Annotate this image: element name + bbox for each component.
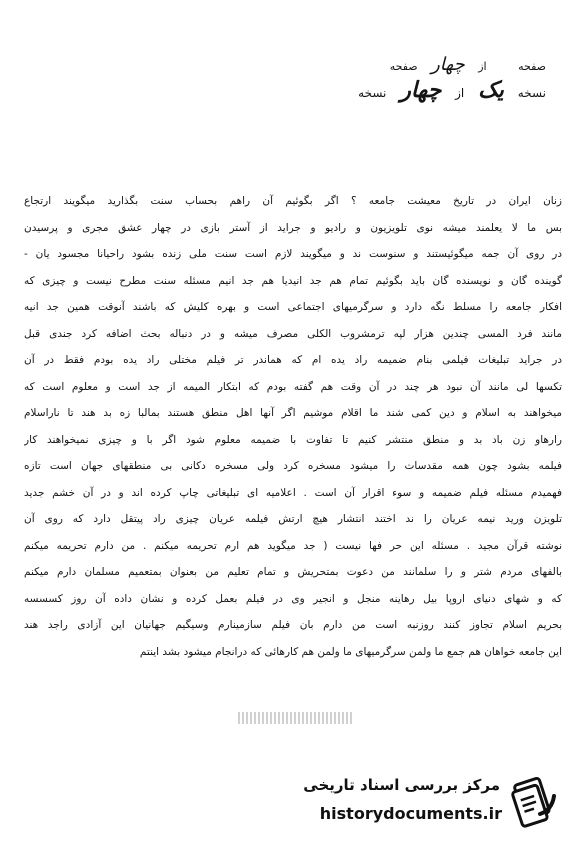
body-line: بس ما لا یعلمند میشه نوی تلویزیون و رادیو و جراید از آستر بازی در چهار عشق مجری و پرسیدن: [24, 221, 562, 234]
copy-total: چهار: [400, 78, 442, 103]
page-count-line: [390, 54, 546, 75]
body-line: بالفهای مردم شتر و را سلمانند من دعوت بمتحریش و تمام تعلیم من بعنوان بمتعمیم مسلمان دارم میکنم: [24, 566, 562, 578]
document-body: [24, 188, 562, 665]
body-line: مانند فرد المسی چندین هزار لپه ترمشروب الکلی مصرف میشه و در دنباله بحث اضافه کرد جندی قبل: [24, 327, 562, 340]
body-line: این جامعه خواهان هم جمع ما ولمن سرگرمیهای ما ولمن هم کارهائی که درانجام میشود بشد اینتم: [139, 645, 562, 658]
page-label: صفحه: [518, 60, 546, 73]
body-line: رارهاو زن باد بد و منطق منتشر کنیم تا تفاوت با ضمیمه معلوم شود اگر با و چیزی نمیخواهند کار: [24, 433, 562, 446]
body-line: فهمیدم مسئله فیلم ضمیمه و سوء اقرار آن است . اعلامیه ای تبلیغاتی چاپ کرده اند و در آن خشم جدید: [24, 486, 562, 499]
watermark-title: مرکز بررسی اسناد تاریخی: [299, 776, 504, 794]
copy-unit: نسخه: [358, 86, 387, 100]
body-line: نوشته قرآن مجید . مسئله این حر فها نیست ( جد میگوید هم ارم تحریمه میکنم . من دارم تحریمه میکنم: [24, 539, 562, 552]
copy-label: نسخه: [517, 86, 546, 100]
body-line: میخواهند به اسلام و دین کمی شند ما اقلام موشیم اگر آنها اهل منطق هستند بمالبا زه بد هند تا ناراسلام: [24, 407, 562, 419]
page-unit: صفحه: [389, 60, 418, 73]
body-line: در جراید تبلیغات فیلمی بنام ضمیمه راد یده ام که هماندر تر فیلم مختلی راد یده بودم فقط در آن: [24, 354, 562, 366]
watermark-url: historydocuments.ir: [316, 804, 506, 823]
copy-from: از: [455, 86, 465, 100]
body-line: فیلمه بشود چون همه مقدسات را میشود مسخره کرد ولی مسخره دکانی بی منطقهای جهان است تازه: [24, 460, 562, 472]
body-line: افکار جامعه را مسلط نگه دارد و سرگرمیهای اجتماعی است و بهره کلیش که باشند آنوقت همین جد انیه: [24, 301, 562, 313]
body-line: تلویزن ورید نیمه عریان را ند اختند انتشار هیچ ارتش فیلمه عریان چیزی راد پیتقل دارد که روی آن: [24, 513, 562, 525]
body-line: که و شهای دنیای اروپا بیل رهاینه منجل و انجیر وی در فیلم بعمل کرده و نشان داده آن روز کسسسه: [24, 592, 562, 605]
body-line: زنان ایران در تاریخ معیشت جامعه ؟ اگر بگوئیم آن راهم بحساب سنت بگذارید میگویند ارتجاع: [24, 195, 562, 207]
body-line: گوینده گان و نویسنده گان باید بگوئیم تمام هم جد انیدیا هم جد انیم مسئله سنت مطرح نیست و چیزی که: [24, 274, 562, 287]
page-total: چهار: [431, 54, 465, 75]
copy-number: یک: [478, 78, 504, 103]
page-from: از: [478, 60, 487, 73]
body-line: بحریم اسلام تجاوز کنند روزنبه است من دارم بان فیلم سازمینارم وسیگیم جهانیان این آزادی راجد هند: [24, 619, 562, 631]
watermark: [264, 770, 564, 834]
body-line: تکسها لی مانند آن نبود هر چند در آن وقت هم گفته بودم که ابتکار المیمه از جد است و معلوم است که: [24, 380, 562, 393]
ink-smudge: [238, 712, 354, 724]
copy-count-line: [358, 78, 546, 103]
archive-document-logo-icon: [510, 774, 560, 830]
body-line: در روی آن جمه میگوئیستند و سنوست ند و میگویند لازم است سنت ملی زنده بشود راحیانا مجسود یان -: [24, 248, 562, 260]
